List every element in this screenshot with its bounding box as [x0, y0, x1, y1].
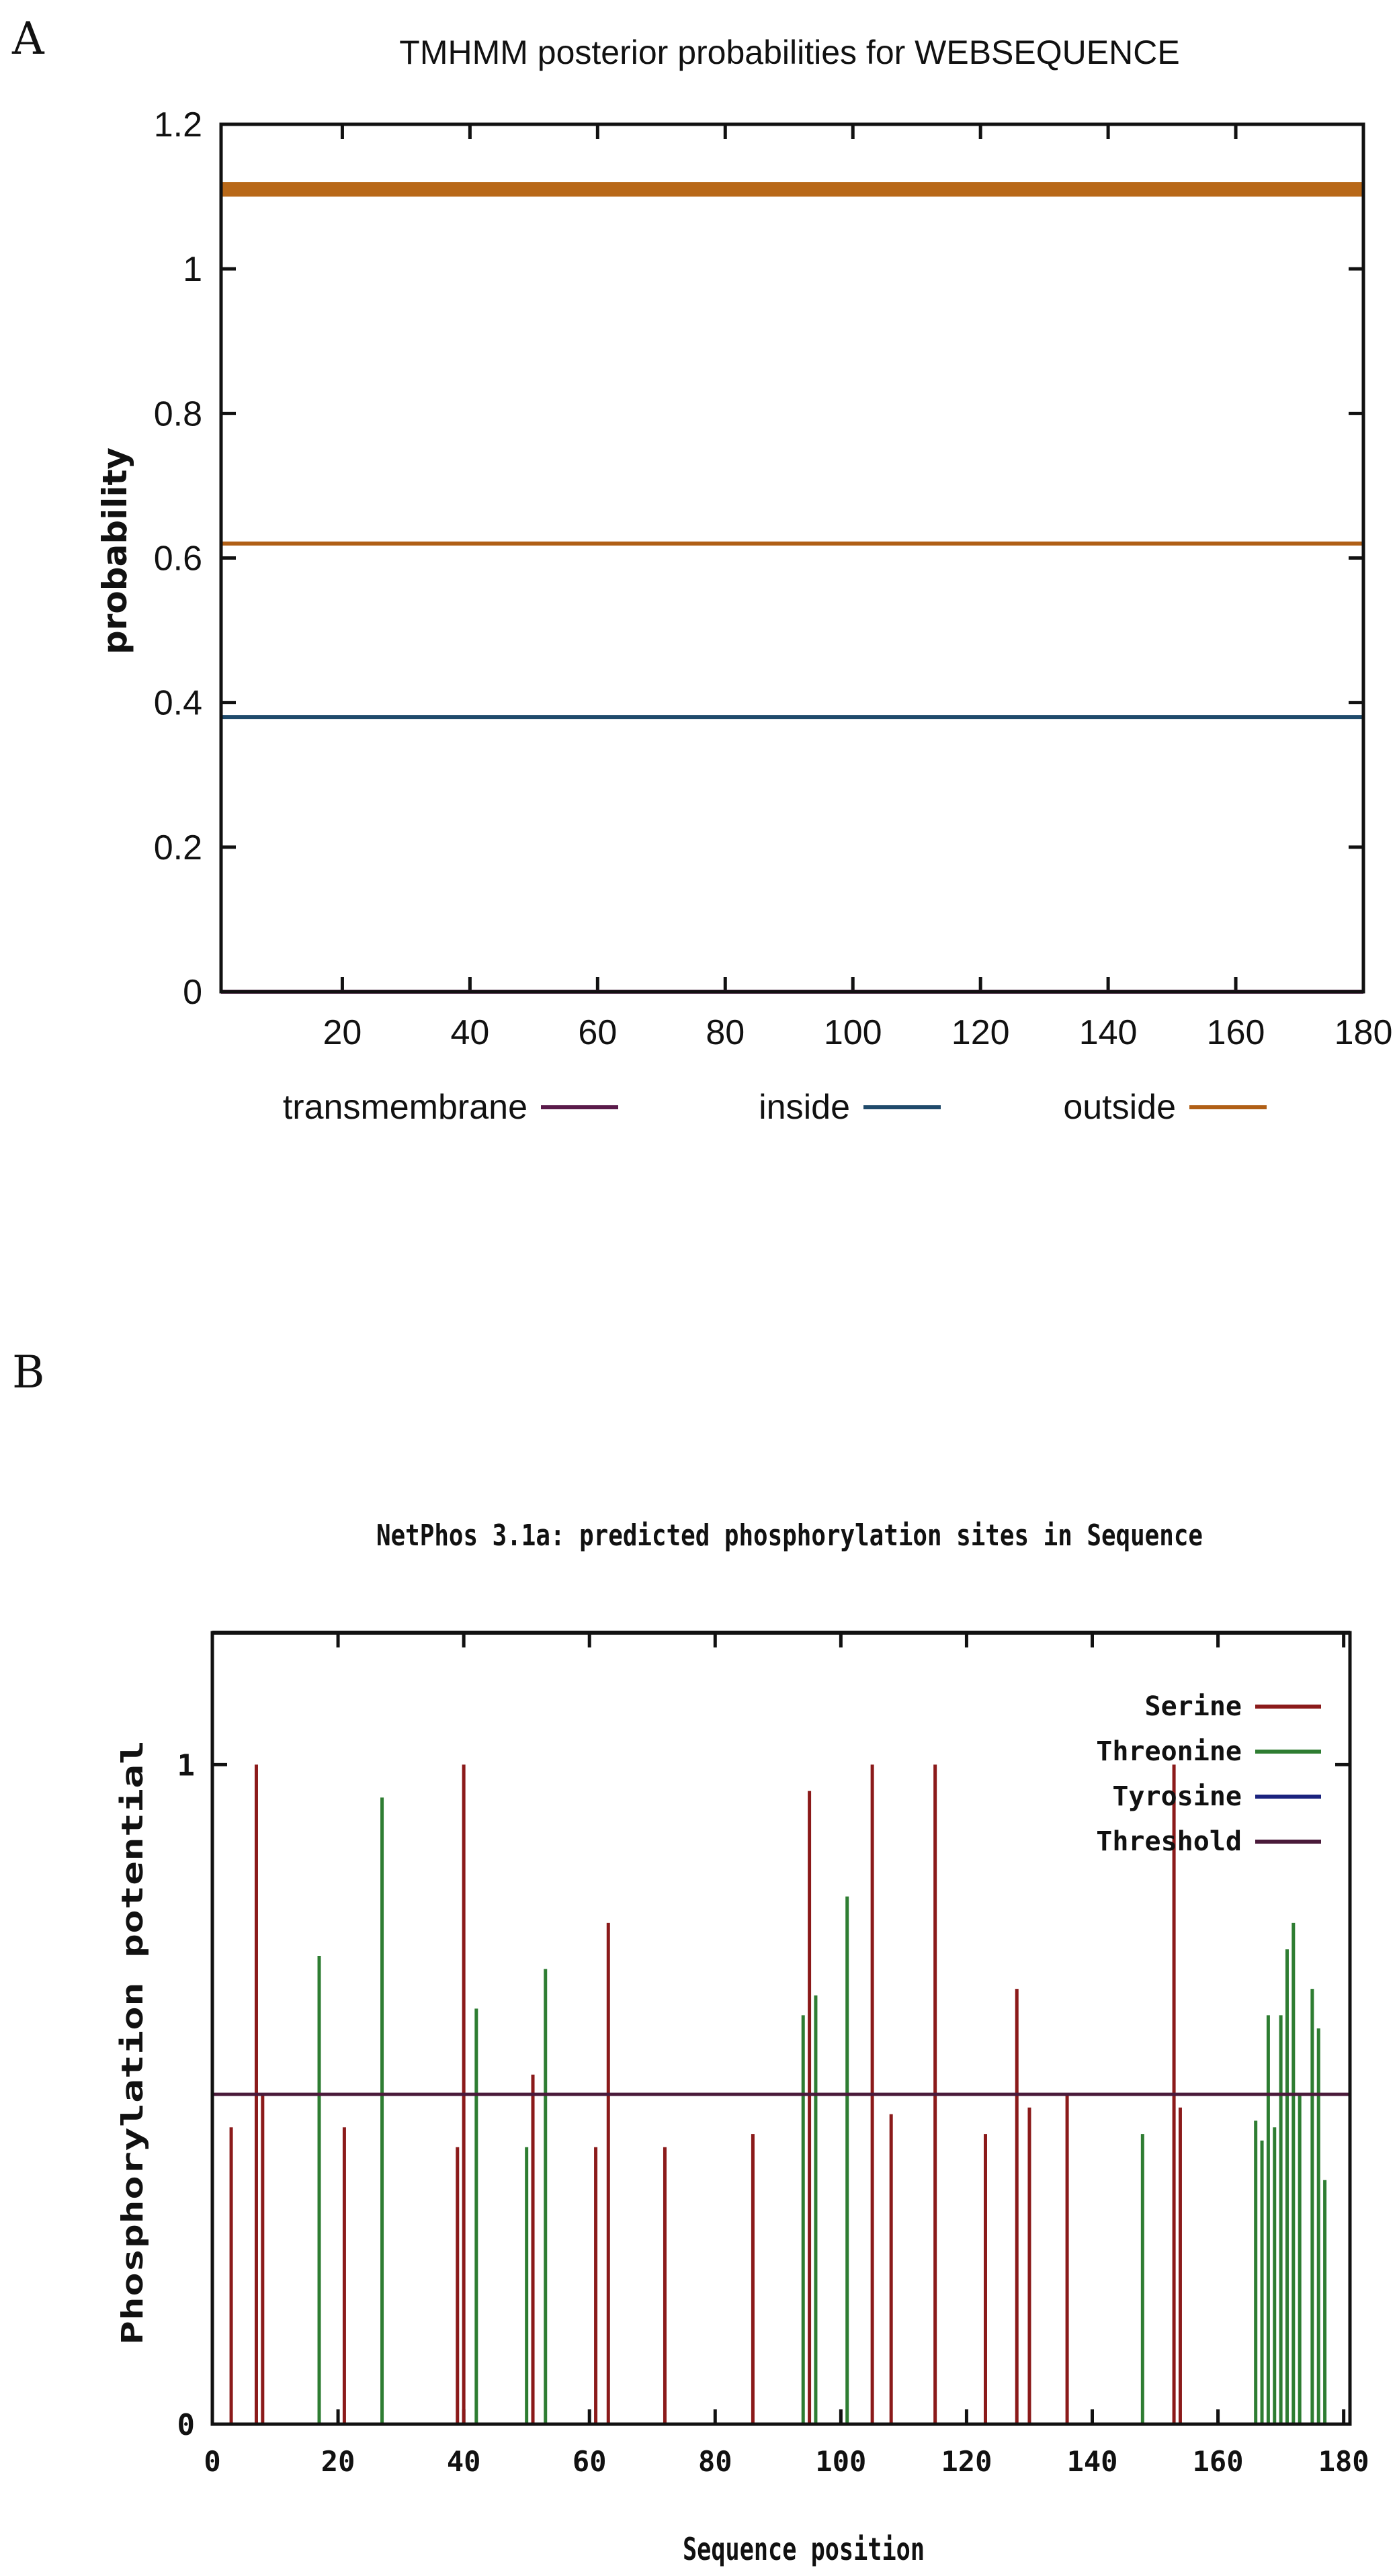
chart-b-xtick-label: 100 — [815, 2445, 867, 2478]
chart-a-ytick-label: 0.8 — [153, 394, 202, 434]
panel-b — [12, 1346, 1369, 2567]
legend-inside-label: inside — [759, 1088, 850, 1127]
chart-a-ylabel: probability — [95, 447, 134, 655]
legend-serine-label: Serine — [1144, 1691, 1242, 1722]
chart-b-xtick-label: 80 — [697, 2445, 732, 2478]
chart-b-xtick-label: 20 — [321, 2445, 355, 2478]
chart-b-xtick-label: 0 — [204, 2445, 221, 2478]
legend-tyrosine-label: Tyrosine — [1112, 1781, 1242, 1812]
chart-b-ytick-label: 1 — [177, 1748, 195, 1783]
chart-a-ytick-label: 0.6 — [153, 539, 202, 578]
chart-a-ytick-label: 1.2 — [153, 105, 202, 144]
chart-a-xtick-label: 140 — [1078, 1013, 1138, 1052]
panel-b-letter: B — [12, 1346, 45, 1398]
chart-a-ytick-label: 0.4 — [153, 683, 202, 723]
chart-b-xtick-label: 140 — [1066, 2445, 1118, 2478]
chart-a-ytick-label: 0.2 — [153, 828, 202, 867]
panel-a — [11, 13, 1392, 1127]
chart-a-band-outside — [221, 182, 1363, 197]
chart-b-xtick-label: 60 — [572, 2445, 607, 2478]
legend-threshold-label: Threshold — [1096, 1826, 1242, 1857]
chart-b-title: NetPhos 3.1a: predicted phosphorylation sites in Sequence — [376, 1518, 1203, 1553]
chart-a-xtick-label: 120 — [951, 1013, 1010, 1052]
chart-a-xtick-label: 40 — [450, 1013, 490, 1052]
chart-b-legend — [1096, 1691, 1321, 1857]
chart-a-xtick-label: 80 — [706, 1013, 745, 1052]
panel-a-letter: A — [12, 13, 44, 65]
legend-threonine-label: Threonine — [1096, 1736, 1242, 1767]
chart-b-xlabel: Sequence position — [683, 2531, 925, 2567]
chart-a-title: TMHMM posterior probabilities for WEBSEQUENCE — [399, 34, 1180, 71]
chart-a-ytick-label: 0 — [183, 973, 202, 1012]
chart-a-legend — [283, 1088, 1267, 1127]
chart-a-xtick-label: 160 — [1206, 1013, 1265, 1052]
legend-outside-label: outside — [1063, 1088, 1176, 1127]
chart-b-xtick-label: 160 — [1192, 2445, 1244, 2478]
legend-transmembrane-label: transmembrane — [282, 1088, 527, 1127]
chart-a-xtick-label: 60 — [578, 1013, 618, 1052]
chart-b-xtick-label: 180 — [1318, 2445, 1369, 2478]
chart-a-xtick-label: 20 — [323, 1013, 362, 1052]
chart-b-xtick-label: 120 — [941, 2445, 992, 2478]
chart-b-xtick-label: 40 — [446, 2445, 481, 2478]
chart-a-xtick-label: 180 — [1334, 1013, 1393, 1052]
chart-b-ytick-label: 0 — [177, 2408, 195, 2442]
chart-a-xticks — [323, 124, 1393, 1052]
chart-a-xtick-label: 100 — [823, 1013, 882, 1052]
chart-a-yticks — [154, 105, 1363, 1012]
chart-a-frame — [221, 124, 1363, 992]
chart-a-ytick-label: 1 — [183, 250, 202, 290]
chart-b-ylabel: Phosphorylation potential — [116, 1899, 150, 2345]
chart-a-plot — [221, 182, 1363, 992]
